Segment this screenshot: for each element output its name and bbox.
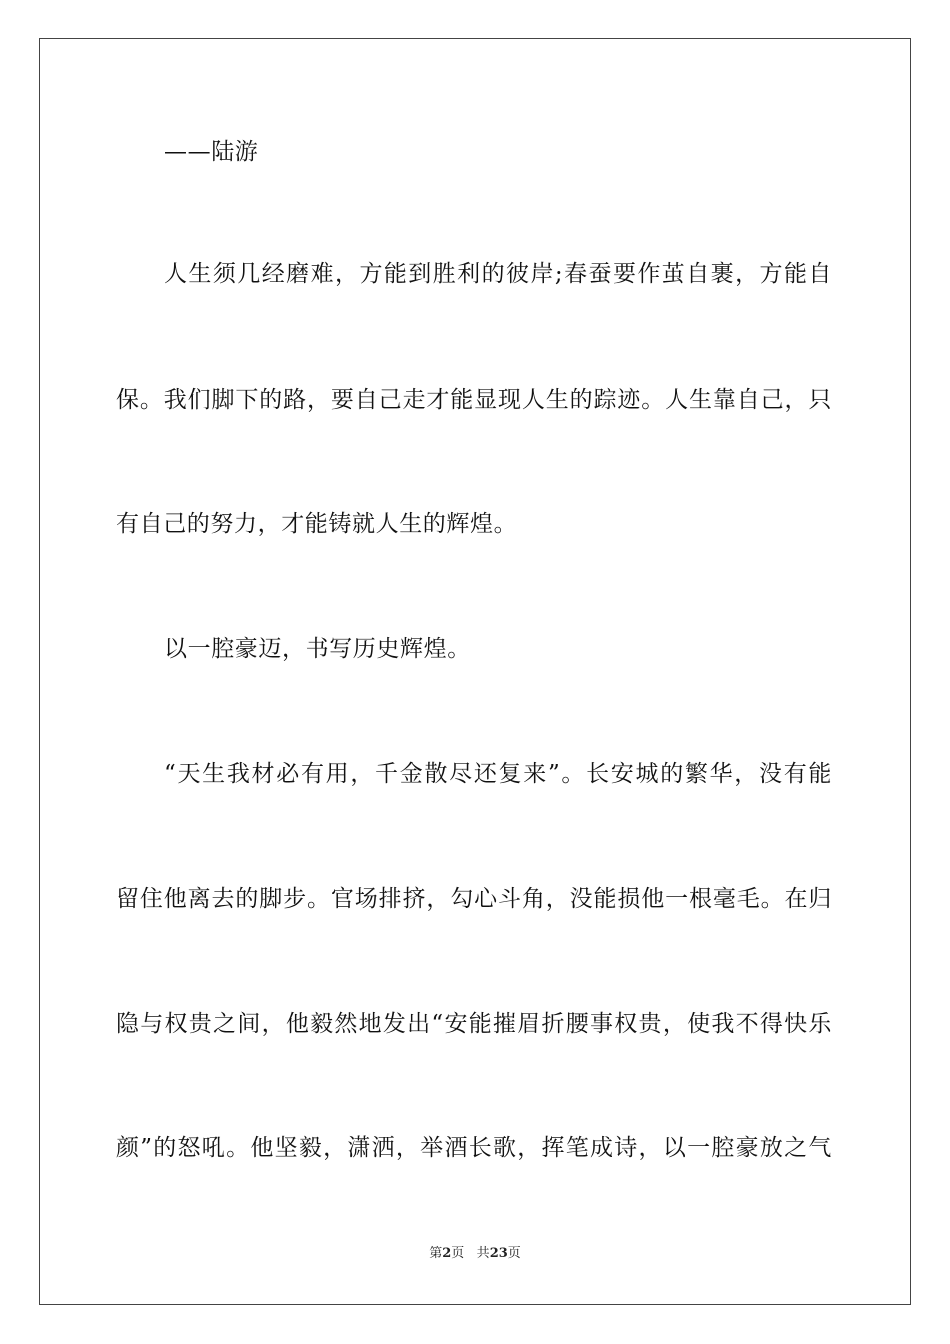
footer-page-number: 2 [442, 1246, 452, 1261]
heading-line: 以一腔豪迈，书写历史辉煌。 [164, 636, 471, 662]
footer-total-prefix: 共 [476, 1246, 490, 1261]
paragraph-2-line-4: 颜”的怒吼。他坚毅，潇洒，举酒长歌，挥笔成诗，以一腔豪放之气 [116, 1135, 832, 1161]
attribution-line: ——陆游 [164, 139, 259, 165]
paragraph-2-line-1: “天生我材必有用，千金散尽还复来”。长安城的繁华，没有能 [164, 761, 832, 787]
footer-total-pages: 23 [489, 1246, 508, 1261]
paragraph-2-line-3: 隐与权贵之间，他毅然地发出“安能摧眉折腰事权贵，使我不得快乐 [116, 1011, 832, 1037]
page-footer [0, 1246, 950, 1262]
page-border [39, 38, 911, 1305]
paragraph-1-line-2: 保。我们脚下的路，要自己走才能显现人生的踪迹。人生靠自己，只 [116, 387, 832, 413]
paragraph-1-line-1: 人生须几经磨难，方能到胜利的彼岸;春蚕要作茧自裹，方能自 [164, 261, 832, 287]
footer-total-suffix: 页 [507, 1246, 521, 1261]
footer-prefix: 第 [429, 1246, 443, 1261]
footer-page-suffix: 页 [451, 1246, 465, 1261]
paragraph-1-line-3: 有自己的努力，才能铸就人生的辉煌。 [116, 511, 518, 537]
paragraph-2-line-2: 留住他离去的脚步。官场排挤，勾心斗角，没能损他一根毫毛。在归 [116, 886, 832, 912]
